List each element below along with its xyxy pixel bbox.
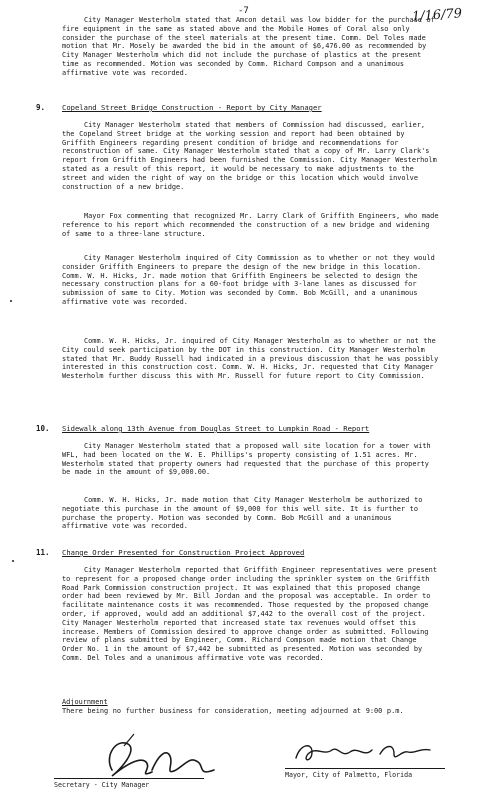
item-10-number: 10.	[36, 424, 50, 433]
page-number: -7	[238, 6, 249, 16]
adjournment-text: There being no further business for consideration, meeting adjourned at 9:00 p.m.	[62, 707, 404, 715]
item-10-paragraph-1: City Manager Westerholm stated that a proposed wall site location for a tower with WFL, had been located on the W. E. Phillips's property consisting of 1.51 acres. Mr. Westerholm stated that property owners had requested that the purchase of this property be made in the amount of $9,000.00.	[62, 442, 431, 477]
item-11-number: 11.	[36, 548, 50, 557]
mayor-signature	[290, 736, 440, 768]
scan-mark	[10, 300, 12, 302]
item-9-heading: Copeland Street Bridge Construction - Report by City Manager	[62, 103, 322, 112]
item-9-paragraph-4: Comm. W. H. Hicks, Jr. inquired of City Manager Westerholm as to whether or not the City could seek participation by the DOT in this construction. City Manager Westerholm stated that Mr. Buddy Russell had indicated in a previous discussion that he was possibly interested in this construction cost. Comm. W. H. Hicks, Jr. requested that City Manager Westerholm further discuss this with Mr. Russell for future report to City Commission.	[62, 337, 439, 381]
item-9-number: 9.	[36, 103, 46, 112]
item-9-paragraph-1: City Manager Westerholm stated that members of Commission had discussed, earlier, the Copeland Street bridge at the working session and report had been obtained by Griffith Engineers regarding present condition of bridge and recommendations for reconstruction of same. City Manager Westerholm stated that a copy of Mr. Larry Clark's report from Griffith Engineers had been furnished the Commission. City Manager Westerholm stated as a result of this report, it would be necessary to make adjustments to the street and widen the right of way on the bridge or this location which would involve construction of a new bridge.	[62, 121, 437, 191]
intro-paragraph: City Manager Westerholm stated that Amcon detail was low bidder for the purchase of fire equipment in the same as stated above and the Mobile Homes of Coral also only consider the purchase of the steel materials at the present time. Comm. Del Toles made motion that Mr. Mosely be awarded the bid in the amount of $6,476.00 as recommended by City Manager Westerholm which did not include the purchase of plastics at the present time as recommended. Motion was seconded by Comm. Richard Compson and a unanimous affirmative vote was recorded.	[62, 16, 435, 77]
item-11-heading: Change Order Presented for Construction Project Approved	[62, 548, 305, 557]
secretary-caption: Secretary - City Manager	[54, 778, 204, 789]
mayor-caption: Mayor, City of Palmetto, Florida	[285, 768, 445, 779]
handwritten-date: 1/16/79	[411, 6, 463, 25]
secretary-signature	[94, 726, 234, 784]
item-10-paragraph-2: Comm. W. H. Hicks, Jr. made motion that City Manager Westerholm be authorized to negotiate this purchase in the amount of $9,000 for this well site. It is further to purchase the property. Motion was seconded by Comm. Bob McGill and a unanimous affirmative vote was recorded.	[62, 496, 423, 531]
scan-mark	[12, 560, 14, 562]
item-10-heading: Sidewalk along 13th Avenue from Douglas Street to Lumpkin Road - Report	[62, 424, 370, 433]
item-9-paragraph-3: City Manager Westerholm inquired of City Commission as to whether or not they would consider Griffith Engineers to prepare the design of the new bridge in this location. Comm. W. H. Hicks, Jr. made motion that Griffith Engineers be selected to design the necessary construction plans for a 60-foot bridge with 3-lane lanes as discussed for submission of same to City. Motion was seconded by Comm. Bob McGill, and a unanimous affirmative vote was recorded.	[62, 254, 435, 306]
adjournment-label: Adjournment	[62, 698, 108, 706]
item-9-paragraph-2: Mayor Fox commenting that recognized Mr. Larry Clark of Griffith Engineers, who made reference to his report which recommended the construction of a new bridge and widening of same to a three-lane structure.	[62, 212, 439, 238]
item-11-paragraph-1: City Manager Westerholm reported that Griffith Engineer representatives were present to represent for a proposed change order including the sprinkler system on the Griffith Road Park Commission construction project. It was explained that this proposed change order had been reviewed by Mr. Bill Jordan and the proposal was acceptable. In order to facilitate maintenance costs it was recommended. Those requested by the proposed change order, if approved, would add an additional $7,442 to the overall cost of the project. City Manager Westerholm reported that increased state tax revenues would offset this increase. Members of Commission desired to approve change order as submitted. Following review of plans submitted by Engineer, Comm. Richard Compson made motion that Change Order No. 1 in the amount of $7,442 be submitted as presented. Motion was seconded by Comm. Del Toles and a unanimous affirmative vote was recorded.	[62, 566, 437, 662]
